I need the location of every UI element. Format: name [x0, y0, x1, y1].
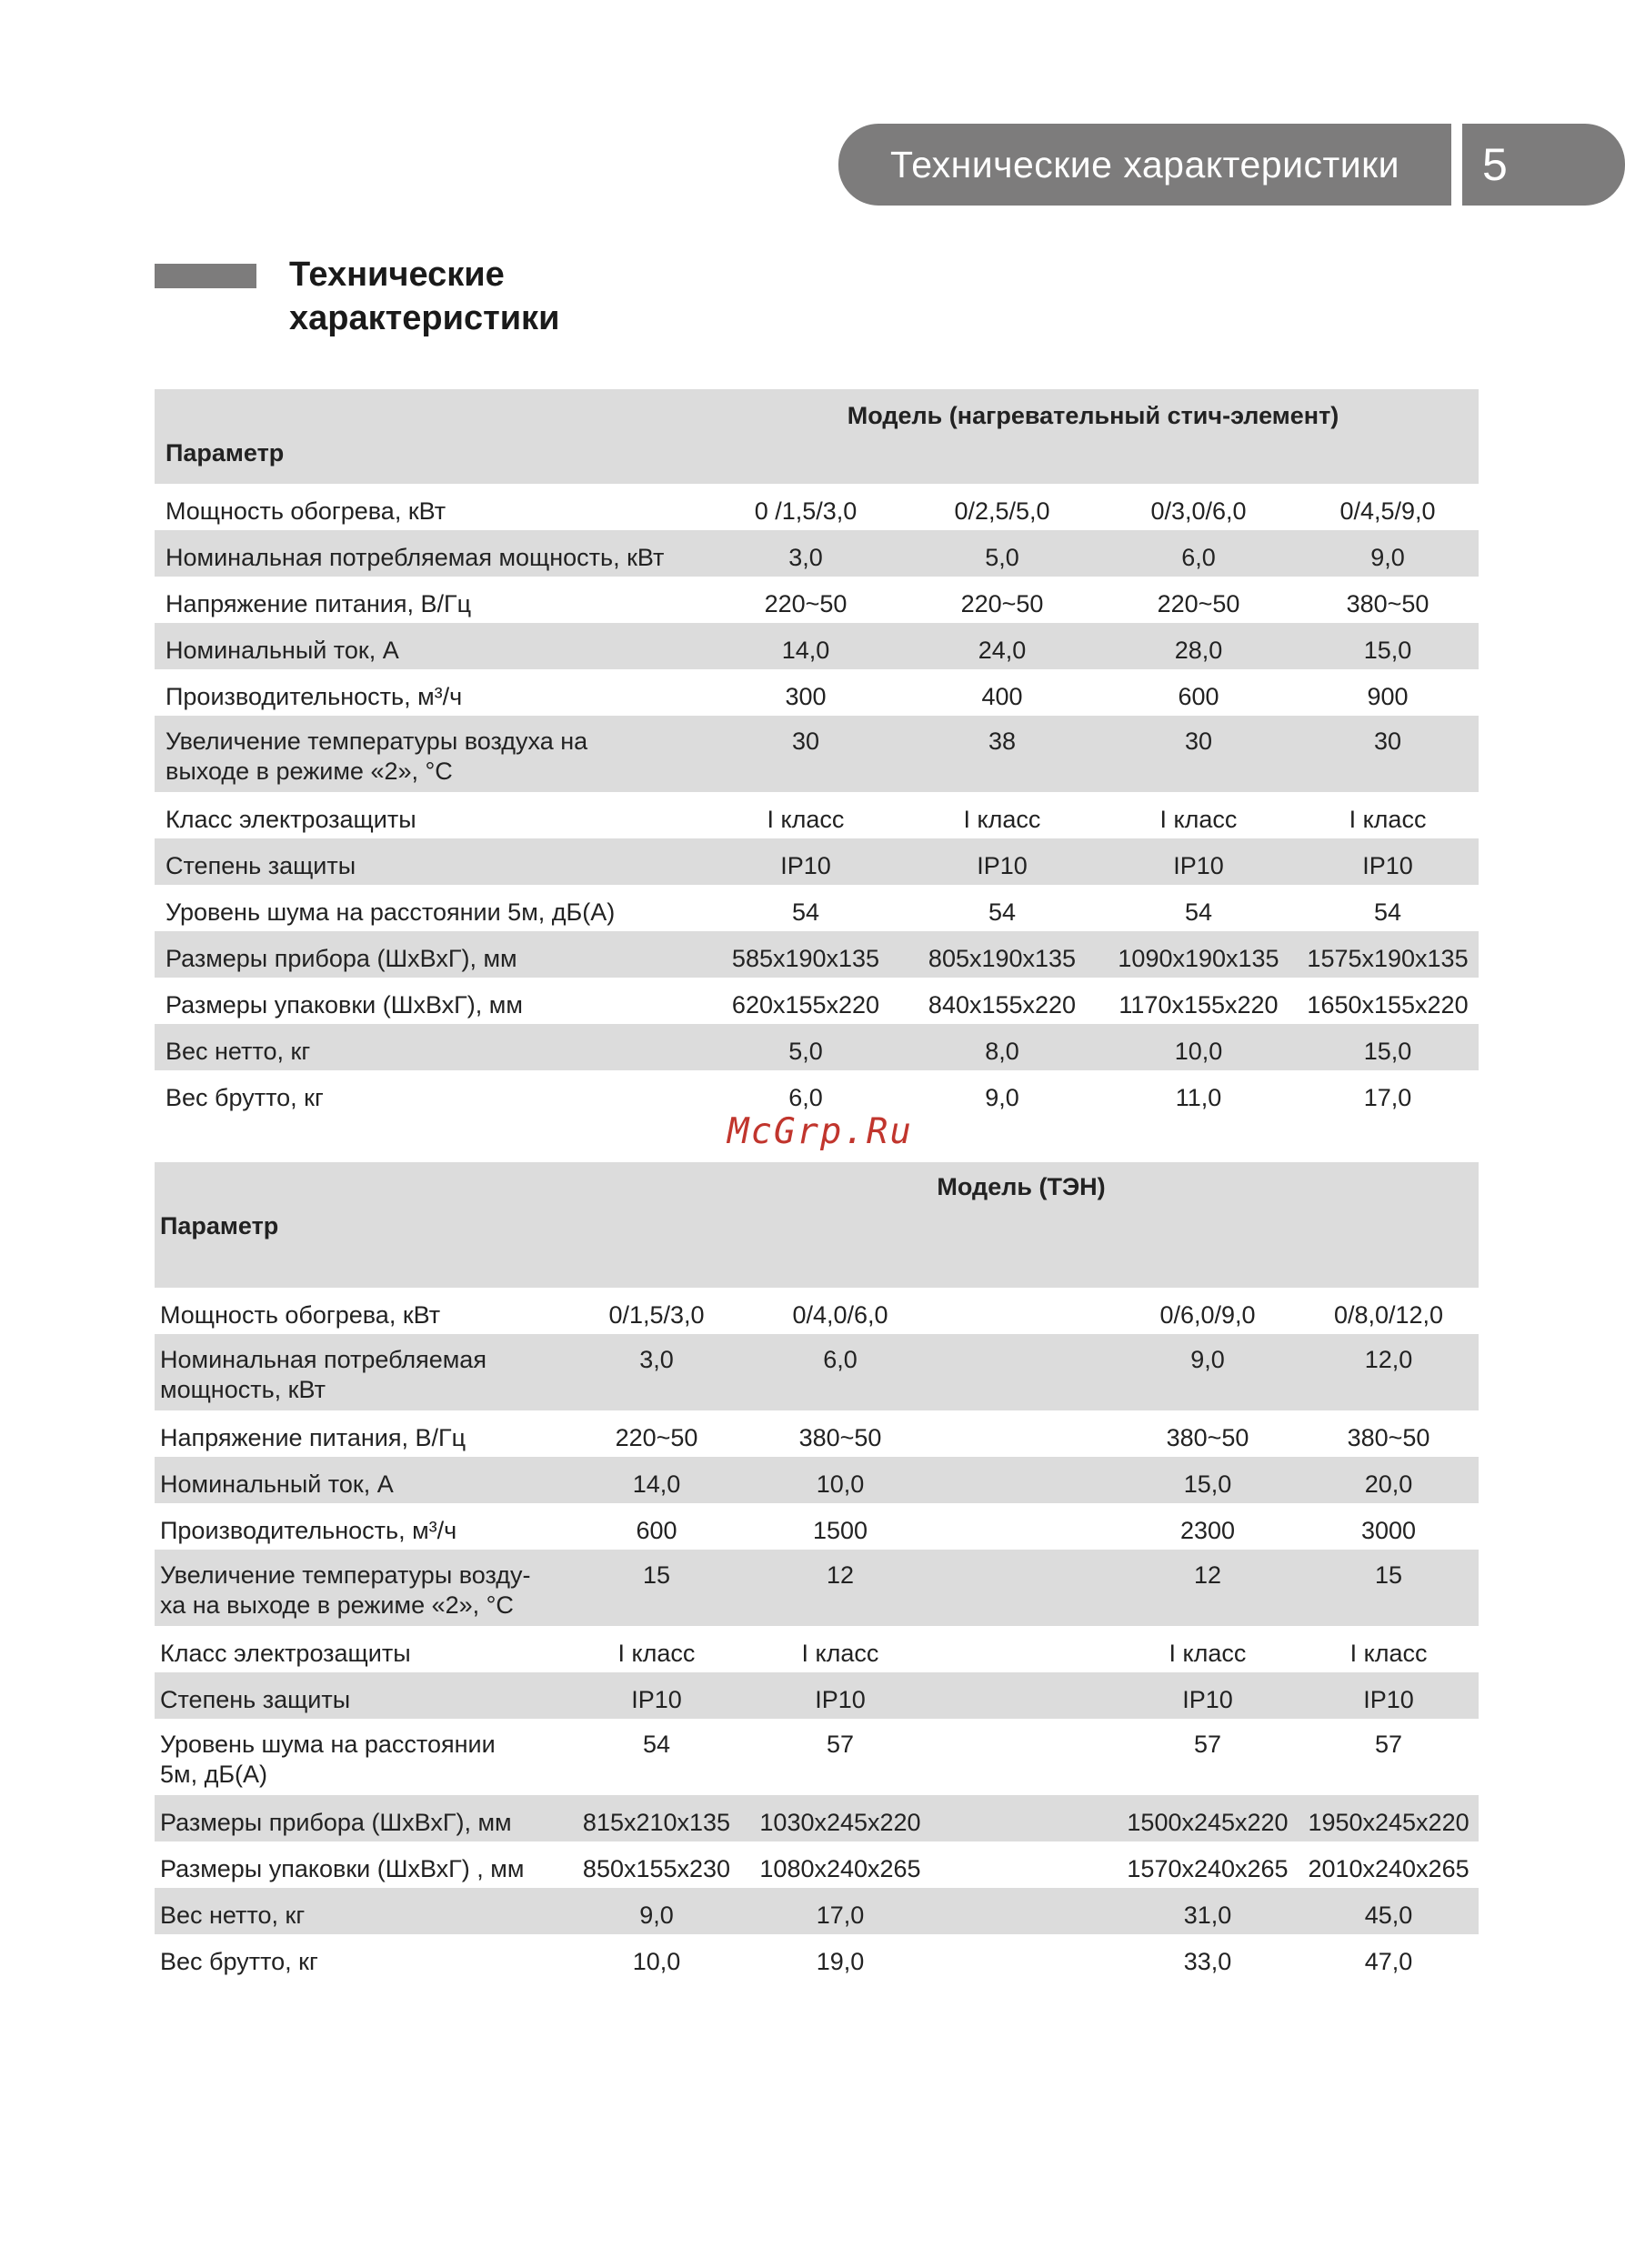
cell: 6,0: [788, 1084, 823, 1111]
row-label: Напряжение питания, В/Гц: [160, 1424, 466, 1451]
cell: I класс: [1349, 1640, 1428, 1667]
cell: 380~50: [1347, 1424, 1430, 1451]
table-row: [155, 1888, 1479, 1934]
section-title: [289, 253, 835, 340]
cell: 54: [791, 898, 820, 926]
page-number: 5: [1462, 124, 1625, 206]
cell: 30: [791, 728, 820, 755]
table-header-row: [155, 437, 1479, 484]
cell: I класс: [767, 806, 845, 833]
cell: 0/4,5/9,0: [1339, 497, 1436, 525]
row-label-line: выходе в режиме «2», °С: [166, 758, 453, 785]
row-label: Номинальная потребляемая мощность, кВт: [166, 544, 665, 571]
row-label-line: Уровень шума на расстоянии: [160, 1731, 496, 1758]
row-label: [155, 716, 707, 792]
table-row: [155, 978, 1479, 1024]
table-row: [155, 530, 1479, 577]
row-label: Класс электрозащиты: [160, 1640, 411, 1667]
table-row: [155, 1070, 1479, 1117]
row-label: Производительность, м³/ч: [166, 683, 463, 710]
row-label-line: Увеличение температуры возду-: [160, 1561, 531, 1589]
cell: 2300: [1179, 1517, 1236, 1544]
table-row: [155, 1934, 1479, 1981]
table-row: [155, 1719, 1479, 1795]
cell: 620x155x220: [731, 991, 880, 1019]
cell: 600: [636, 1517, 677, 1544]
table-row: [155, 1672, 1479, 1719]
cell: I класс: [1169, 1640, 1247, 1667]
row-label: [155, 1719, 564, 1795]
cell: 14,0: [632, 1470, 681, 1498]
cell: 54: [1373, 898, 1402, 926]
table-row: [155, 1626, 1479, 1672]
spec-table-stich: [155, 389, 1479, 1117]
cell: 220~50: [1157, 590, 1240, 617]
cell: 0/3,0/6,0: [1150, 497, 1247, 525]
row-label: Степень защиты: [166, 852, 356, 879]
cell: 15,0: [1183, 1470, 1232, 1498]
cell: 9,0: [985, 1084, 1019, 1111]
param-header: Параметр: [160, 1212, 279, 1239]
cell: 17,0: [1363, 1084, 1412, 1111]
cell: 30: [1373, 728, 1402, 755]
cell: 0/8,0/12,0: [1333, 1301, 1444, 1329]
cell: 54: [988, 898, 1017, 926]
table-row: [155, 792, 1479, 838]
cell: 1650x155x220: [1307, 991, 1469, 1019]
cell: 3,0: [639, 1346, 674, 1373]
cell: 585x190x135: [731, 945, 880, 972]
cell: 5,0: [788, 1038, 823, 1065]
row-label: [155, 1334, 564, 1410]
cell: 24,0: [978, 637, 1027, 664]
row-label-line: Увеличение температуры воздуха на: [166, 728, 588, 755]
section-marker-bar: [155, 264, 256, 288]
cell: 0/6,0/9,0: [1159, 1301, 1256, 1329]
cell: IP10: [1363, 1686, 1414, 1713]
cell: 33,0: [1183, 1948, 1232, 1975]
cell: 1080x240x265: [759, 1855, 921, 1882]
cell: 31,0: [1183, 1902, 1232, 1929]
cell: 300: [785, 683, 827, 710]
cell: 380~50: [1166, 1424, 1249, 1451]
row-label-line: ха на выходе в режиме «2», °С: [160, 1591, 514, 1619]
row-label: Мощность обогрева, кВт: [166, 497, 446, 525]
cell: 815x210x135: [582, 1809, 731, 1836]
table-row: [155, 1841, 1479, 1888]
table-row: [155, 716, 1479, 792]
cell: 57: [1375, 1731, 1403, 1758]
row-label: Уровень шума на расстоянии 5м, дБ(А): [166, 898, 616, 926]
table-row: [155, 931, 1479, 978]
table-row: [155, 1334, 1479, 1410]
cell: 10,0: [1174, 1038, 1223, 1065]
cell: 220~50: [615, 1424, 698, 1451]
table-row: [155, 577, 1479, 623]
cell: 0/1,5/3,0: [608, 1301, 705, 1329]
cell: 5,0: [985, 544, 1019, 571]
cell: 1500: [812, 1517, 868, 1544]
cell: 380~50: [798, 1424, 882, 1451]
cell: 12,0: [1364, 1346, 1413, 1373]
cell: 840x155x220: [928, 991, 1077, 1019]
cell: 0 /1,5/3,0: [754, 497, 858, 525]
row-label-line: Номинальная потребляемая: [160, 1346, 486, 1373]
cell: 54: [642, 1731, 671, 1758]
cell: 12: [1193, 1561, 1222, 1589]
cell: 10,0: [632, 1948, 681, 1975]
cell: 15: [642, 1561, 671, 1589]
table-row: [155, 623, 1479, 669]
cell: 57: [1193, 1731, 1222, 1758]
cell: 1570x240x265: [1127, 1855, 1289, 1882]
watermark: McGrp.Ru: [727, 1111, 913, 1152]
row-label: Вес брутто, кг: [166, 1084, 324, 1111]
cell: 1090x190x135: [1118, 945, 1279, 972]
cell: 11,0: [1175, 1084, 1222, 1111]
cell: 47,0: [1364, 1948, 1413, 1975]
table-row: [155, 669, 1479, 716]
row-label: Размеры упаковки (ШхВхГ), мм: [166, 991, 523, 1019]
cell: 850x155x230: [582, 1855, 731, 1882]
cell: I класс: [801, 1640, 879, 1667]
row-label: Производительность, м³/ч: [160, 1517, 457, 1544]
table-row: [155, 1503, 1479, 1550]
table-row: [155, 1410, 1479, 1457]
row-label: Размеры прибора (ШхВхГ), мм: [166, 945, 517, 972]
cell: IP10: [1362, 852, 1413, 879]
table-row: [155, 838, 1479, 885]
cell: 220~50: [960, 590, 1044, 617]
cell: 8,0: [985, 1038, 1019, 1065]
cell: 900: [1367, 683, 1409, 710]
row-label: Степень защиты: [160, 1686, 351, 1713]
cell: 6,0: [823, 1346, 858, 1373]
cell: 220~50: [764, 590, 848, 617]
cell: 400: [981, 683, 1023, 710]
model-header: Модель (нагревательный стич-элемент): [847, 402, 1339, 429]
cell: IP10: [1182, 1686, 1233, 1713]
cell: 1575x190x135: [1307, 945, 1469, 972]
cell: 0/2,5/5,0: [954, 497, 1050, 525]
section-title-line1: Технические: [289, 256, 505, 294]
cell: I класс: [1159, 806, 1238, 833]
cell: 1950x245x220: [1308, 1809, 1470, 1836]
cell: 57: [826, 1731, 855, 1758]
table-row: [155, 1024, 1479, 1070]
cell: IP10: [1173, 852, 1224, 879]
row-label: [155, 1550, 564, 1626]
cell: 28,0: [1174, 637, 1223, 664]
row-label: Мощность обогрева, кВт: [160, 1301, 441, 1329]
cell: 45,0: [1364, 1902, 1413, 1929]
cell: 3000: [1360, 1517, 1417, 1544]
table-row: [155, 1550, 1479, 1626]
cell: 20,0: [1364, 1470, 1413, 1498]
cell: 30: [1184, 728, 1213, 755]
cell: 15,0: [1363, 637, 1412, 664]
table-row: [155, 1288, 1479, 1334]
row-label: Размеры упаковки (ШхВхГ) , мм: [160, 1855, 525, 1882]
cell: 380~50: [1346, 590, 1429, 617]
model-header: Модель (ТЭН): [937, 1173, 1106, 1200]
cell: 12: [826, 1561, 855, 1589]
row-label: Номинальный ток, А: [160, 1470, 394, 1498]
cell: IP10: [780, 852, 831, 879]
cell: I класс: [963, 806, 1041, 833]
table-header-row: [155, 1162, 1479, 1209]
row-label: Вес нетто, кг: [166, 1038, 311, 1065]
cell: 0/4,0/6,0: [792, 1301, 888, 1329]
row-label: Вес нетто, кг: [160, 1902, 306, 1929]
row-label: Напряжение питания, В/Гц: [166, 590, 472, 617]
cell: IP10: [815, 1686, 866, 1713]
cell: 10,0: [816, 1470, 865, 1498]
cell: I класс: [1349, 806, 1427, 833]
table-row: [155, 484, 1479, 530]
table-header-row: [155, 389, 1479, 437]
cell: 14,0: [781, 637, 830, 664]
cell: I класс: [617, 1640, 696, 1667]
cell: 2010x240x265: [1308, 1855, 1470, 1882]
cell: 9,0: [1190, 1346, 1225, 1373]
cell: 805x190x135: [928, 945, 1077, 972]
cell: 3,0: [788, 544, 823, 571]
table-header-row: [155, 1209, 1479, 1288]
row-label: Размеры прибора (ШхВхГ), мм: [160, 1809, 512, 1836]
cell: 9,0: [639, 1902, 674, 1929]
cell: IP10: [631, 1686, 682, 1713]
cell: 1030x245x220: [759, 1809, 921, 1836]
cell: 17,0: [816, 1902, 865, 1929]
cell: 15,0: [1363, 1038, 1412, 1065]
cell: 9,0: [1370, 544, 1405, 571]
cell: 6,0: [1181, 544, 1216, 571]
cell: 54: [1184, 898, 1213, 926]
cell: 19,0: [816, 1948, 865, 1975]
row-label: Вес брутто, кг: [160, 1948, 318, 1975]
spec-table-ten: [155, 1162, 1479, 1981]
table-row: [155, 885, 1479, 931]
table-row: [155, 1457, 1479, 1503]
header-title: Технические характеристики: [838, 124, 1451, 206]
cell: 1500x245x220: [1127, 1809, 1289, 1836]
row-label-line: мощность, кВт: [160, 1376, 326, 1403]
cell: 38: [988, 728, 1017, 755]
row-label: Класс электрозащиты: [166, 806, 416, 833]
row-label: Номинальный ток, А: [166, 637, 399, 664]
cell: 1170x155x220: [1118, 991, 1279, 1019]
table-row: [155, 1795, 1479, 1841]
section-title-line2: характеристики: [289, 299, 560, 337]
row-label-line: 5м, дБ(А): [160, 1761, 268, 1788]
cell: 15: [1375, 1561, 1403, 1589]
cell: IP10: [977, 852, 1028, 879]
param-header: Параметр: [166, 439, 285, 467]
cell: 600: [1178, 683, 1219, 710]
